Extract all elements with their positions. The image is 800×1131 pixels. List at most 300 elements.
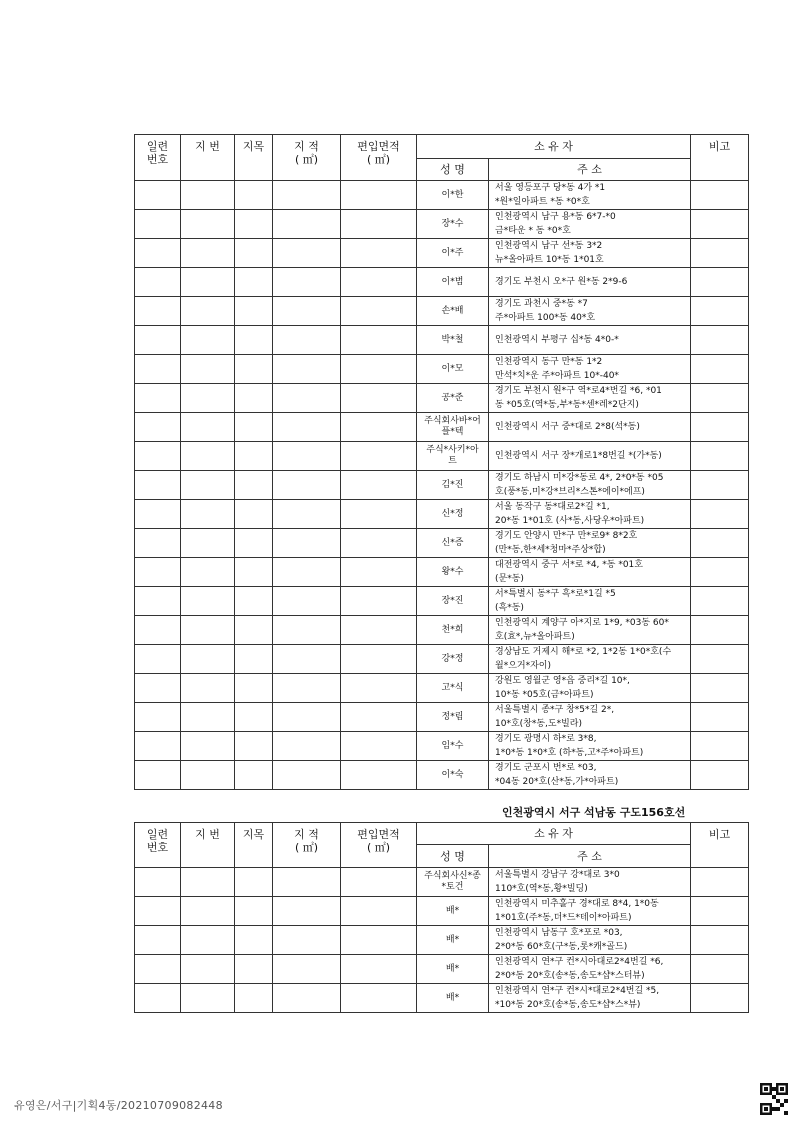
cell-lot-number — [181, 384, 235, 413]
address-line: 인천광역시 부평구 십*동 4*0-* — [495, 335, 619, 345]
table-row — [135, 268, 749, 297]
cell-serial — [135, 645, 181, 674]
address-line: 호(풍*동,미*강*브리*스톤*에이*에프) — [495, 487, 645, 497]
cell-owner-address — [489, 558, 691, 587]
cell-land-area — [273, 616, 341, 645]
cell-remarks — [691, 761, 749, 790]
qr-code-icon — [760, 1082, 788, 1116]
header-land-area: 지 적 ( ㎡) — [273, 823, 341, 868]
address-line: 호(효*,뉴*올아파트) — [495, 632, 575, 642]
table-row — [135, 558, 749, 587]
table-row — [135, 326, 749, 355]
cell-lot-number — [181, 761, 235, 790]
owner-name-text: 장*진 — [441, 595, 464, 606]
cell-owner-address — [489, 529, 691, 558]
cell-included-area — [341, 703, 417, 732]
cell-included-area — [341, 616, 417, 645]
cell-lot-number — [181, 268, 235, 297]
cell-land-area — [273, 984, 341, 1013]
cell-serial — [135, 181, 181, 210]
cell-owner-name — [417, 645, 489, 674]
cell-owner-address — [489, 587, 691, 616]
cell-lot-number — [181, 616, 235, 645]
address-line: 강원도 영월군 영*읍 중리*길 10*, — [495, 676, 630, 686]
cell-serial — [135, 955, 181, 984]
cell-land-category — [235, 181, 273, 210]
table-row — [135, 181, 749, 210]
cell-serial — [135, 413, 181, 442]
cell-owner-address — [489, 268, 691, 297]
address-line: 인천광역시 동구 만*동 1*2 — [495, 357, 603, 367]
cell-remarks — [691, 210, 749, 239]
cell-land-area — [273, 558, 341, 587]
table-row — [135, 355, 749, 384]
header-serial: 일련 번호 — [135, 823, 181, 868]
cell-lot-number — [181, 529, 235, 558]
cell-remarks — [691, 268, 749, 297]
cell-owner-address — [489, 616, 691, 645]
cell-owner-address — [489, 181, 691, 210]
cell-lot-number — [181, 413, 235, 442]
table-row — [135, 732, 749, 761]
cell-land-area — [273, 326, 341, 355]
cell-lot-number — [181, 587, 235, 616]
cell-land-area — [273, 500, 341, 529]
table-1-body — [135, 181, 749, 790]
cell-included-area — [341, 268, 417, 297]
cell-owner-name — [417, 326, 489, 355]
address-line: (만*동,한*세*청마*주상*합) — [495, 545, 606, 555]
address-line: 경기도 과천시 중*동 *7 — [495, 299, 588, 309]
cell-included-area — [341, 210, 417, 239]
cell-land-category — [235, 761, 273, 790]
table-row — [135, 500, 749, 529]
cell-remarks — [691, 442, 749, 471]
address-line: 서울특별시 종*구 창*5*길 2*, — [495, 705, 615, 715]
address-line: *10*동 20*호(송*동,송도*샵*스*뷰) — [495, 1000, 641, 1010]
cell-serial — [135, 268, 181, 297]
cell-lot-number — [181, 674, 235, 703]
address-line: 인천광역시 서구 장*개로1*8번길 *(가*동) — [495, 451, 662, 461]
address-line: 110*호(역*동,황*빌딩) — [495, 884, 588, 894]
address-line: 인천광역시 미추홀구 경*대로 8*4, 1*0동 — [495, 899, 659, 909]
cell-land-area — [273, 587, 341, 616]
cell-lot-number — [181, 558, 235, 587]
cell-owner-name — [417, 955, 489, 984]
cell-land-category — [235, 984, 273, 1013]
cell-owner-name — [417, 703, 489, 732]
table-row — [135, 413, 749, 442]
cell-owner-address — [489, 442, 691, 471]
table-row — [135, 703, 749, 732]
cell-land-category — [235, 529, 273, 558]
cell-remarks — [691, 384, 749, 413]
address-line: 경기도 부천시 오*구 원*동 2*9-6 — [495, 277, 628, 287]
cell-land-category — [235, 558, 273, 587]
cell-owner-name — [417, 761, 489, 790]
table-row — [135, 210, 749, 239]
cell-lot-number — [181, 239, 235, 268]
cell-land-category — [235, 703, 273, 732]
address-line: 경기도 군포시 번*로 *03, — [495, 763, 597, 773]
owner-name-text: 고*식 — [441, 682, 464, 693]
cell-remarks — [691, 529, 749, 558]
address-line: 2*0*동 20*호(송*동,송도*샵*스터뷰) — [495, 971, 645, 981]
cell-owner-name — [417, 355, 489, 384]
cell-land-area — [273, 761, 341, 790]
cell-remarks — [691, 703, 749, 732]
address-line: 인천광역시 연*구 컨*시아대로2*4번길 *6, — [495, 957, 664, 967]
cell-included-area — [341, 955, 417, 984]
cell-included-area — [341, 984, 417, 1013]
cell-lot-number — [181, 326, 235, 355]
cell-land-category — [235, 326, 273, 355]
cell-land-category — [235, 868, 273, 897]
cell-included-area — [341, 674, 417, 703]
cell-owner-address — [489, 413, 691, 442]
cell-lot-number — [181, 181, 235, 210]
address-line: 서울 영등포구 당*동 4가 *1 — [495, 183, 606, 193]
land-register-table-1 — [134, 134, 749, 790]
cell-land-category — [235, 732, 273, 761]
cell-land-category — [235, 645, 273, 674]
cell-serial — [135, 210, 181, 239]
cell-land-category — [235, 587, 273, 616]
cell-land-area — [273, 868, 341, 897]
owner-name-text: 주식회사바*어 플*텍 — [424, 416, 481, 437]
cell-included-area — [341, 326, 417, 355]
cell-remarks — [691, 955, 749, 984]
header-owner: 소 유 자 — [417, 135, 691, 159]
cell-owner-name — [417, 868, 489, 897]
cell-owner-name — [417, 413, 489, 442]
cell-lot-number — [181, 732, 235, 761]
cell-serial — [135, 587, 181, 616]
cell-owner-name — [417, 297, 489, 326]
cell-remarks — [691, 181, 749, 210]
cell-included-area — [341, 529, 417, 558]
cell-lot-number — [181, 471, 235, 500]
header-lot-number: 지 번 — [181, 135, 235, 181]
header-lot-number: 지 번 — [181, 823, 235, 868]
cell-land-area — [273, 181, 341, 210]
address-line: 경기도 부천시 원*구 역*로4*번길 *6, *01 — [495, 386, 662, 396]
address-line: 2*0*동 60*호(구*동,롯*캐*골드) — [495, 942, 628, 952]
address-line: 대전광역시 중구 서*로 *4, *동 *01호 — [495, 560, 643, 570]
cell-remarks — [691, 558, 749, 587]
header-serial: 일련 번호 — [135, 135, 181, 181]
table-row — [135, 239, 749, 268]
cell-land-area — [273, 239, 341, 268]
address-line: 월*으거*자이) — [495, 661, 551, 671]
cell-included-area — [341, 355, 417, 384]
section-caption: 인천광역시 서구 석남동 구도156호선 — [502, 806, 686, 819]
cell-included-area — [341, 471, 417, 500]
cell-included-area — [341, 239, 417, 268]
cell-serial — [135, 529, 181, 558]
owner-name-text: 강*정 — [441, 653, 464, 664]
cell-serial — [135, 471, 181, 500]
cell-owner-name — [417, 897, 489, 926]
cell-land-category — [235, 384, 273, 413]
cell-land-area — [273, 268, 341, 297]
header-owner-name: 성 명 — [417, 845, 489, 868]
cell-land-area — [273, 529, 341, 558]
header-land-category: 지목 — [235, 823, 273, 868]
cell-serial — [135, 674, 181, 703]
cell-serial — [135, 558, 181, 587]
header-included-area: 편입면적 ( ㎡) — [341, 823, 417, 868]
cell-owner-address — [489, 239, 691, 268]
cell-lot-number — [181, 703, 235, 732]
cell-land-category — [235, 471, 273, 500]
cell-remarks — [691, 926, 749, 955]
cell-owner-address — [489, 703, 691, 732]
header-owner-name: 성 명 — [417, 159, 489, 181]
cell-land-category — [235, 268, 273, 297]
cell-owner-address — [489, 897, 691, 926]
owner-name-text: 박*철 — [441, 334, 464, 345]
cell-owner-address — [489, 926, 691, 955]
address-line: 경기도 광명시 하*로 3*8, — [495, 734, 597, 744]
owner-name-text: 김*진 — [441, 479, 464, 490]
cell-owner-address — [489, 355, 691, 384]
table-row — [135, 984, 749, 1013]
owner-name-text: 이*주 — [441, 247, 464, 258]
cell-remarks — [691, 897, 749, 926]
cell-land-category — [235, 616, 273, 645]
cell-remarks — [691, 239, 749, 268]
cell-serial — [135, 616, 181, 645]
header-owner-address: 주 소 — [489, 845, 691, 868]
address-line: 주*아파트 100*동 40*호 — [495, 313, 596, 323]
address-line: 서*특별시 동*구 흑*로*1길 *5 — [495, 589, 616, 599]
cell-included-area — [341, 645, 417, 674]
cell-land-area — [273, 897, 341, 926]
cell-land-category — [235, 355, 273, 384]
cell-lot-number — [181, 442, 235, 471]
cell-owner-address — [489, 732, 691, 761]
cell-land-area — [273, 645, 341, 674]
owner-name-text: 배* — [445, 934, 460, 945]
cell-owner-address — [489, 500, 691, 529]
cell-included-area — [341, 868, 417, 897]
owner-name-text: 이*한 — [441, 189, 464, 200]
cell-remarks — [691, 674, 749, 703]
address-line: 1*0*동 1*0*호 (하*동,고*주*아파트) — [495, 748, 644, 758]
cell-owner-name — [417, 471, 489, 500]
land-register-table-2 — [134, 822, 749, 1013]
cell-owner-name — [417, 529, 489, 558]
cell-owner-address — [489, 674, 691, 703]
owner-name-text: 임*수 — [441, 740, 464, 751]
table-row — [135, 616, 749, 645]
owner-name-text: 주식회사신*종 *토건 — [424, 871, 481, 892]
cell-owner-name — [417, 500, 489, 529]
cell-land-area — [273, 297, 341, 326]
cell-land-area — [273, 955, 341, 984]
cell-included-area — [341, 500, 417, 529]
cell-included-area — [341, 761, 417, 790]
address-line: 인천광역시 서구 중*대로 2*8(석*동) — [495, 422, 640, 432]
cell-serial — [135, 326, 181, 355]
address-line: 인천광역시 남구 용*동 6*7-*0 — [495, 212, 616, 222]
owner-name-text: 배* — [445, 905, 460, 916]
cell-included-area — [341, 181, 417, 210]
cell-owner-name — [417, 384, 489, 413]
address-line: 금*타운 * 동 *0*호 — [495, 226, 571, 236]
cell-owner-name — [417, 239, 489, 268]
cell-remarks — [691, 616, 749, 645]
header-remarks: 비고 — [691, 823, 749, 868]
address-line: *04동 20*호(산*동,가*아파트) — [495, 777, 619, 787]
address-line: 인천광역시 남동구 호*포로 *03, — [495, 928, 623, 938]
cell-owner-name — [417, 442, 489, 471]
cell-lot-number — [181, 897, 235, 926]
cell-included-area — [341, 732, 417, 761]
cell-land-area — [273, 210, 341, 239]
address-line: 10*동 *05호(금*아파트) — [495, 690, 594, 700]
cell-land-category — [235, 442, 273, 471]
owner-name-text: 배* — [445, 963, 460, 974]
owner-name-text: 신*정 — [441, 508, 464, 519]
address-line: 경기도 안양시 만*구 만*로9* 8*2호 — [495, 531, 638, 541]
address-line: 1*01호(주*동,더*드*테이*아파트) — [495, 913, 632, 923]
cell-land-category — [235, 239, 273, 268]
cell-owner-address — [489, 955, 691, 984]
address-line: *원*일아파트 *동 *0*호 — [495, 197, 590, 207]
cell-lot-number — [181, 355, 235, 384]
cell-serial — [135, 703, 181, 732]
address-line: (흑*동) — [495, 603, 524, 613]
cell-remarks — [691, 326, 749, 355]
cell-remarks — [691, 645, 749, 674]
cell-remarks — [691, 297, 749, 326]
cell-included-area — [341, 297, 417, 326]
cell-included-area — [341, 897, 417, 926]
cell-owner-address — [489, 471, 691, 500]
table-row — [135, 897, 749, 926]
table-row — [135, 926, 749, 955]
cell-owner-name — [417, 268, 489, 297]
header-included-area: 편입면적 ( ㎡) — [341, 135, 417, 181]
cell-serial — [135, 926, 181, 955]
cell-serial — [135, 897, 181, 926]
address-line: 인천광역시 연*구 컨*시*대로2*4번길 *5, — [495, 986, 660, 996]
cell-lot-number — [181, 868, 235, 897]
owner-name-text: 왕*수 — [441, 566, 464, 577]
address-line: 서울 동작구 동*대로2*길 *1, — [495, 502, 610, 512]
cell-land-category — [235, 500, 273, 529]
table-row — [135, 442, 749, 471]
cell-serial — [135, 984, 181, 1013]
owner-name-text: 신*증 — [441, 537, 464, 548]
cell-included-area — [341, 926, 417, 955]
cell-serial — [135, 868, 181, 897]
table-row — [135, 955, 749, 984]
cell-serial — [135, 355, 181, 384]
table-row — [135, 868, 749, 897]
table-row — [135, 297, 749, 326]
cell-remarks — [691, 500, 749, 529]
cell-included-area — [341, 442, 417, 471]
cell-land-category — [235, 674, 273, 703]
cell-serial — [135, 239, 181, 268]
header-remarks: 비고 — [691, 135, 749, 181]
document-footer: 유영은/서구|기획4동/20210709082448 — [14, 1099, 223, 1112]
table-row — [135, 587, 749, 616]
owner-name-text: 손*배 — [441, 305, 464, 316]
cell-land-category — [235, 955, 273, 984]
cell-owner-address — [489, 868, 691, 897]
cell-land-area — [273, 384, 341, 413]
table-row — [135, 529, 749, 558]
cell-serial — [135, 442, 181, 471]
table-2-body — [135, 868, 749, 1013]
cell-owner-name — [417, 587, 489, 616]
address-line: 10*호(창*동,도*빌라) — [495, 719, 582, 729]
cell-owner-name — [417, 984, 489, 1013]
address-line: 경상남도 거제시 해*로 *2, 1*2동 1*0*호(수 — [495, 647, 672, 657]
cell-remarks — [691, 984, 749, 1013]
cell-remarks — [691, 587, 749, 616]
cell-lot-number — [181, 210, 235, 239]
cell-land-area — [273, 413, 341, 442]
header-owner-address: 주 소 — [489, 159, 691, 181]
owner-name-text: 정*림 — [441, 711, 464, 722]
cell-lot-number — [181, 500, 235, 529]
cell-serial — [135, 500, 181, 529]
cell-land-category — [235, 897, 273, 926]
cell-included-area — [341, 587, 417, 616]
table-row — [135, 674, 749, 703]
owner-name-text: 이*숙 — [441, 769, 464, 780]
cell-lot-number — [181, 984, 235, 1013]
cell-serial — [135, 732, 181, 761]
cell-land-area — [273, 442, 341, 471]
table-row — [135, 384, 749, 413]
cell-remarks — [691, 471, 749, 500]
cell-included-area — [341, 384, 417, 413]
cell-land-area — [273, 674, 341, 703]
address-line: 동 *05호(역*동,부*동*센*레*2단지) — [495, 400, 639, 410]
cell-owner-address — [489, 645, 691, 674]
cell-owner-address — [489, 326, 691, 355]
cell-lot-number — [181, 297, 235, 326]
cell-owner-name — [417, 181, 489, 210]
owner-name-text: 장*수 — [441, 218, 464, 229]
owner-name-text: 주식*사키*아 트 — [426, 445, 479, 466]
cell-owner-address — [489, 384, 691, 413]
cell-land-category — [235, 926, 273, 955]
cell-lot-number — [181, 926, 235, 955]
cell-land-category — [235, 297, 273, 326]
address-line: 서울특별시 강남구 강*대로 3*0 — [495, 870, 620, 880]
address-line: 뉴*올아파트 10*동 1*01호 — [495, 255, 604, 265]
address-line: 만석*치*운 주*아파트 10*-40* — [495, 371, 619, 381]
address-line: 인천광역시 남구 선*동 3*2 — [495, 241, 603, 251]
cell-serial — [135, 297, 181, 326]
cell-remarks — [691, 868, 749, 897]
cell-owner-name — [417, 732, 489, 761]
owner-name-text: 공*준 — [441, 392, 464, 403]
cell-owner-address — [489, 761, 691, 790]
cell-remarks — [691, 732, 749, 761]
cell-land-category — [235, 210, 273, 239]
owner-name-text: 이*모 — [441, 363, 464, 374]
address-line: 20*동 1*01호 (사*동,사당우*아파트) — [495, 516, 645, 526]
cell-owner-name — [417, 674, 489, 703]
